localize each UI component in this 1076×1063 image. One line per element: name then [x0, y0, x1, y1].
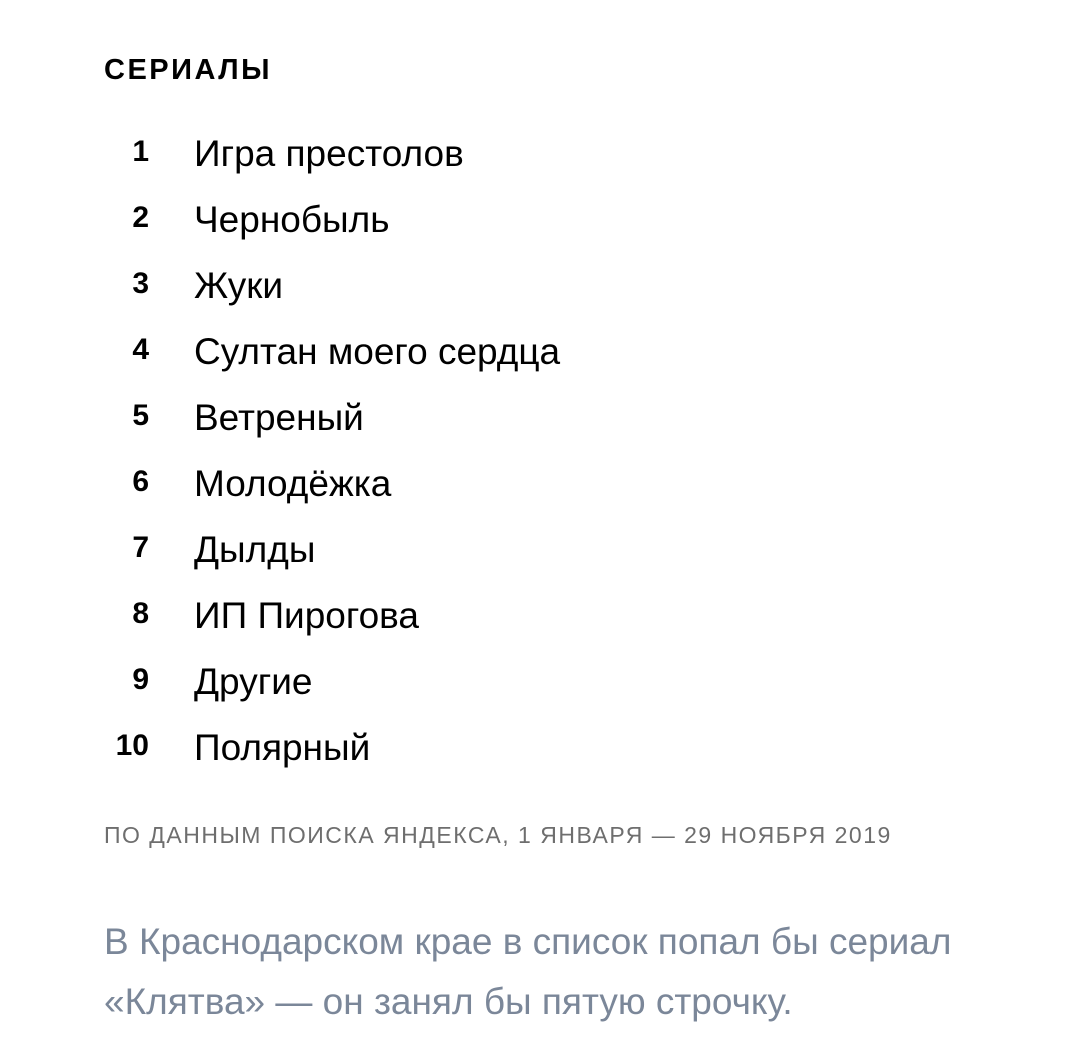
list-item [104, 648, 1004, 714]
rank-number: 6 [132, 465, 149, 498]
rank-number: 7 [132, 531, 149, 564]
list-item [104, 186, 1004, 252]
section-title: СЕРИАЛЫ [104, 54, 273, 86]
series-title: Другие [194, 661, 313, 702]
list-item [104, 120, 1004, 186]
list-item [104, 714, 1004, 780]
ranking-list [104, 120, 1004, 780]
series-title: Полярный [194, 727, 371, 768]
series-title: Игра престолов [194, 133, 464, 174]
rank-number: 4 [132, 333, 149, 366]
list-item [104, 252, 1004, 318]
rank-number: 2 [132, 201, 149, 234]
series-title: Султан моего сердца [194, 331, 561, 372]
rank-number: 10 [115, 729, 149, 762]
list-item [104, 318, 1004, 384]
series-title: Жуки [194, 265, 284, 306]
series-title: Молодёжка [194, 463, 392, 504]
rank-number: 1 [132, 135, 149, 168]
rank-number: 8 [132, 597, 149, 630]
list-item [104, 384, 1004, 450]
source-note: ПО ДАННЫМ ПОИСКА ЯНДЕКСА, 1 ЯНВАРЯ — 29 НОЯБРЯ 2019 [104, 822, 892, 848]
rank-number: 9 [132, 663, 149, 696]
series-title: Дылды [194, 529, 316, 570]
rank-number: 5 [132, 399, 149, 432]
footnote-text: В Краснодарском крае в список попал бы сериал «Клятва» — он занял бы пятую строчку. [104, 921, 952, 1022]
list-item [104, 516, 1004, 582]
series-title: Чернобыль [194, 199, 390, 240]
list-item [104, 582, 1004, 648]
list-item [104, 450, 1004, 516]
series-title: Ветреный [194, 397, 364, 438]
rank-number: 3 [132, 267, 149, 300]
series-title: ИП Пирогова [194, 595, 419, 636]
